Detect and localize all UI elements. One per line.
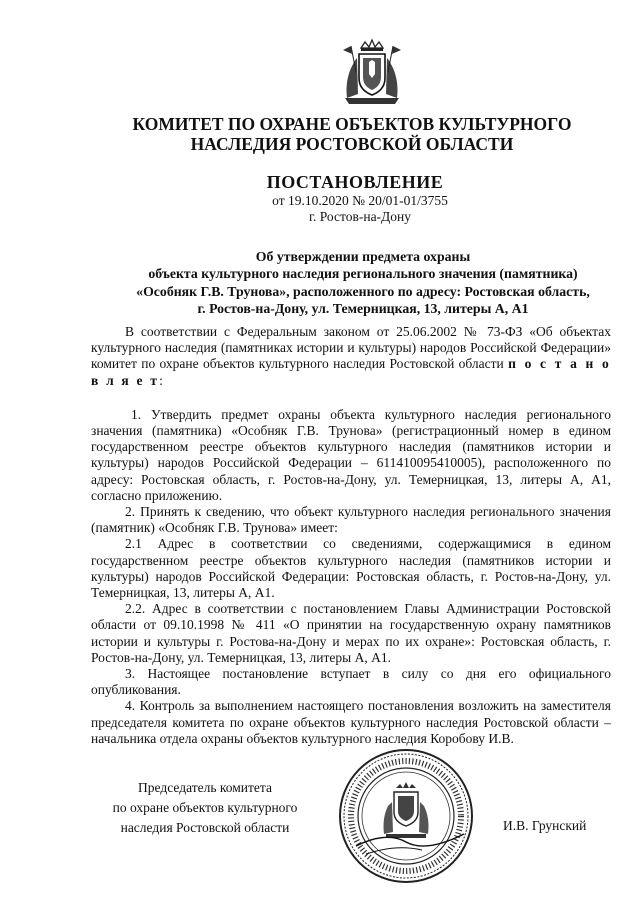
signatory-title-line-1: Председатель комитета (138, 780, 272, 795)
signatory-title-line-2: по охране объектов культурного (112, 800, 298, 815)
subject-line-2: объекта культурного наследия регионального значения (памятника) (148, 266, 578, 282)
item-2: 2. Принять к сведению, что объект культурного наследия регионального значения (памятник) «Особняк Г.В. Трунова» имеет: (91, 504, 611, 536)
paragraph-gap (91, 389, 611, 407)
signatory-title (80, 778, 330, 838)
official-seal-icon (336, 746, 476, 886)
item-2-2: 2.2. Адрес в соответствии с постановлением Главы Администрации Ростовской области от 09.10.1998 № 411 «О принятии на государственную охрану памятников истории и культуры г. Ростова-на-Дону и мерах по их охране»: Ростовская область, г. Ростов-на-Дону, ул. Темерницкая, 13, литеры А, А1. (91, 601, 611, 665)
subject-line-3: «Особняк Г.В. Трунова», расположенного по адресу: Ростовская область, (136, 283, 590, 299)
item-4: 4. Контроль за выполнением настоящего постановления возложить на заместителя председателя комитета по охране объектов культурного наследия Ростовской области – начальника отдела охраны объектов культурного наследия Коробову И.В. (91, 698, 611, 746)
item-1: 1. Утвердить предмет охраны объекта культурного наследия регионального значения (памятника) «Особняк Г.В. Трунова» (регистрационный номер в едином государственном реестре объектов культурного наследия (памятников истории и культуры) народов Российской Федерации – 611410095410005), расположенного по адресу: Ростовская область, г. Ростов-на-Дону, ул. Темерницкая, 13, литеры А, А1, согласно приложению. (91, 406, 611, 503)
document-city: г. Ростов-на-Дону (308, 209, 411, 224)
intro-paragraph (91, 324, 611, 389)
document-type: ПОСТАНОВЛЕНИЕ (266, 172, 444, 192)
subject-line-4: г. Ростов-на-Дону, ул. Темерницкая, 13, литеры А, А1 (197, 301, 529, 317)
document-subject (88, 248, 638, 318)
org-line-2: НАСЛЕДИЯ РОСТОВСКОЙ ОБЛАСТИ (190, 134, 514, 154)
org-line-1: КОМИТЕТ ПО ОХРАНЕ ОБЪЕКТОВ КУЛЬТУРНОГО (132, 114, 572, 134)
coat-of-arms-icon (339, 38, 405, 106)
document-number: от 19.10.2020 № 20/01-01/3755 (272, 193, 448, 208)
signatory-title-line-3: наследия Ростовской области (120, 820, 290, 835)
item-3: 3. Настоящее постановление вступает в силу со дня его официального опубликования. (91, 666, 611, 698)
resolves-word: п о с т а н о в л я е т (91, 356, 611, 388)
item-2-1: 2.1 Адрес в соответствии со сведениями, содержащимися в едином государственном реестре объектов культурного наследия (памятников истории и культуры) народов Российской Федерации: Ростовская область, г. Ростов-на-Дону, ул. Темерницкая, 13, литеры А, А1. (91, 536, 611, 601)
signatory-name: И.В. Грунский (503, 818, 587, 833)
organization-name (92, 114, 612, 154)
intro-text: В соответствии с Федеральным законом от 25.06.2002 № 73-ФЗ «Об объектах культурного наследия (памятниках истории и культуры) народов Российской Федерации» комитет по охране объектов культурного наследия Ростовской области (91, 324, 611, 372)
intro-colon: : (159, 372, 163, 388)
document-body (91, 324, 611, 747)
subject-line-1: Об утверждении предмета охраны (255, 249, 471, 264)
